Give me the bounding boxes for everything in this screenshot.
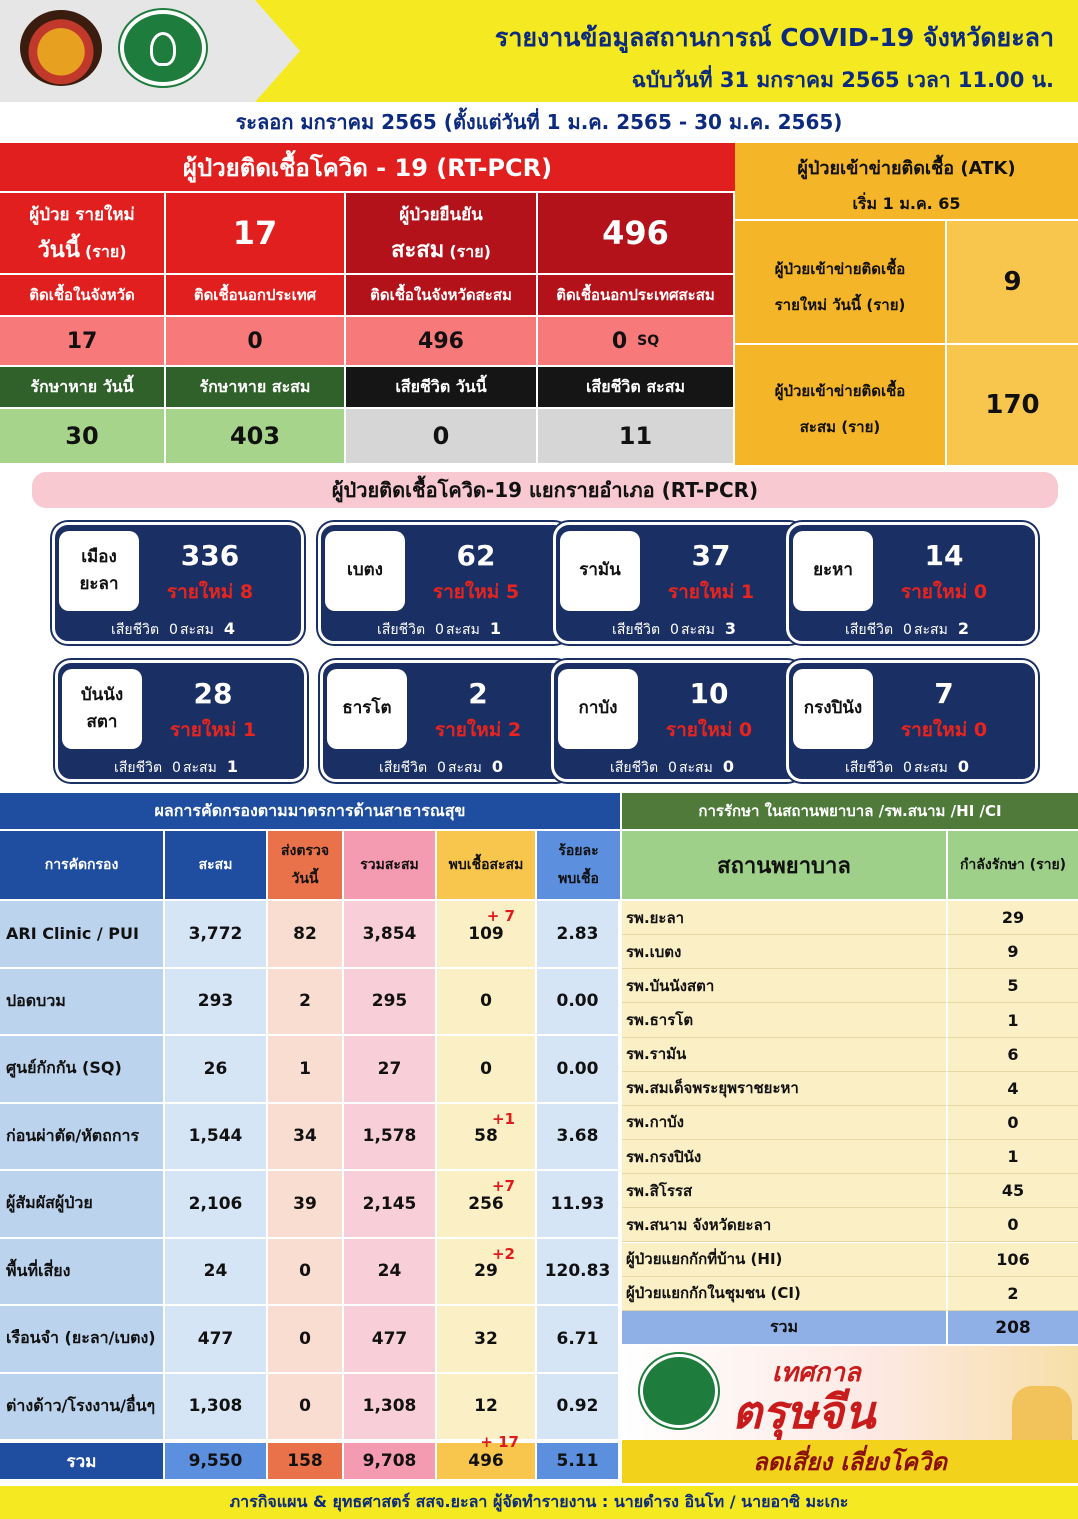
death-today: 0 — [437, 760, 446, 776]
screening-found-text: 29 — [474, 1261, 498, 1282]
screening-cum-text: 3,772 — [188, 923, 243, 944]
screening-found — [437, 1104, 537, 1172]
cum-label: สะสม — [447, 760, 482, 776]
screening-name-text: ก่อนผ่าตัด/หัตถการ — [6, 1125, 140, 1145]
screening-cum-text: 1,544 — [188, 1126, 243, 1147]
screening-found-increase: +1 — [491, 1109, 515, 1128]
district-deaths — [789, 619, 1035, 641]
district-new: รายใหม่ 0 — [900, 719, 988, 741]
hospital-value: 6 — [946, 1038, 1078, 1072]
hospital-value: 0 — [946, 1106, 1078, 1140]
screening-today — [268, 1239, 344, 1307]
province-seal-icon — [20, 10, 102, 86]
outcome-label: เสียชีวิต วันนี้ — [346, 367, 538, 409]
atk-heading: ผู้ป่วยเข้าข่ายติดเชื้อ (ATK) — [797, 158, 1016, 179]
district-name — [560, 531, 640, 611]
hospital-name: รพ.สมเด็จพระยุพราชยะหา — [622, 1072, 946, 1106]
screening-found — [437, 1239, 537, 1307]
death-cum: 4 — [223, 619, 235, 638]
screening-total-found-text: 496 — [468, 1451, 504, 1471]
screening-cum — [165, 1239, 268, 1307]
screening-found-increase: +2 — [491, 1244, 515, 1263]
footer: ภารกิจแผน & ยุทธศาสตร์ สสจ.ยะลา ผู้จัดทำรายงาน : นายดำรง อินโท / นายอาซิ มะเกะ — [0, 1486, 1078, 1519]
screening-cum-text: 26 — [203, 1058, 228, 1079]
district-total: 336 — [180, 539, 240, 572]
screening-today — [268, 1171, 344, 1239]
screening-col-total: รวมสะสม — [344, 831, 437, 899]
district-name-line1: เมือง — [81, 546, 117, 567]
screening-today-text: 82 — [293, 923, 317, 944]
hospital-name: รพ.กาบัง — [622, 1106, 946, 1140]
ministry-public-health-logo-icon — [120, 10, 206, 86]
screening-pct — [537, 901, 620, 969]
screening-total — [344, 969, 437, 1037]
district-total: 7 — [934, 677, 954, 710]
screening-col-pct — [537, 831, 620, 899]
screening-cum-text: 1,308 — [188, 1396, 243, 1417]
district-name-line1: เบตง — [347, 560, 383, 581]
screening-total-total — [344, 1443, 437, 1481]
screening-pct-text: 6.71 — [556, 1328, 599, 1349]
hospital-name: รพ.สนาม จังหวัดยะลา — [622, 1208, 946, 1242]
death-label: เสียชีวิต — [114, 760, 163, 776]
district-new: รายใหม่ 0 — [900, 581, 988, 603]
screening-cum — [165, 1036, 268, 1104]
screening-col-found: พบเชื้อสะสม — [437, 831, 537, 899]
district-deaths — [58, 757, 304, 779]
screening-pct-text: 3.68 — [556, 1126, 599, 1147]
screening-total-text: 477 — [371, 1328, 408, 1349]
confirmed-label-line2: สะสม — [391, 238, 445, 263]
district-name — [558, 669, 638, 749]
atk-heading-box — [735, 143, 1078, 221]
screening-today-text: 1 — [299, 1058, 311, 1079]
sub-value: 0 — [611, 328, 628, 354]
screening-cum — [165, 901, 268, 969]
screening-total — [344, 901, 437, 969]
atk-total-value: 170 — [947, 345, 1078, 465]
screening-found-text: 0 — [480, 1058, 492, 1079]
death-today: 0 — [903, 622, 912, 638]
hospital-name: รพ.สิโรรส — [622, 1174, 946, 1208]
death-cum: 3 — [724, 619, 736, 638]
outcome-value: 11 — [538, 409, 735, 465]
screening-today-text: 0 — [299, 1396, 311, 1417]
district-name — [327, 669, 407, 749]
district-name-line1: บันนัง — [80, 684, 124, 705]
district-total: 28 — [193, 677, 233, 710]
screening-found — [437, 1171, 537, 1239]
screening-total-pct-text: 5.11 — [556, 1451, 599, 1471]
district-total: 2 — [468, 677, 488, 710]
district-name-line1: ธารโต — [342, 698, 392, 719]
screening-name — [0, 1104, 165, 1172]
screening-total-cum — [165, 1443, 268, 1481]
sub-label: ติดเชื้อนอกประเทศสะสม — [538, 275, 735, 317]
hospital-name: รพ.รามัน — [622, 1038, 946, 1072]
hospital-total-value: 208 — [946, 1311, 1078, 1344]
new-today-label — [0, 193, 166, 275]
screening-total — [344, 1171, 437, 1239]
atk-new-label-line1: ผู้ป่วยเข้าข่ายติดเชื้อ — [774, 260, 906, 278]
banner-line1: เทศกาล — [772, 1358, 861, 1388]
district-name-line1: กาบัง — [578, 698, 618, 719]
screening-name-text: ARI Clinic / PUI — [6, 924, 139, 944]
hospital-name: ผู้ป่วยแยกกักที่บ้าน (HI) — [622, 1243, 946, 1277]
district-total: 37 — [691, 539, 731, 572]
screening-name-text: เรือนจำ (ยะลา/เบตง) — [6, 1328, 156, 1348]
screening-today — [268, 901, 344, 969]
unit-label: (ราย) — [449, 242, 491, 261]
sub-value: 0 — [166, 317, 346, 367]
district-new: รายใหม่ 1 — [667, 581, 755, 603]
screening-cum — [165, 1104, 268, 1172]
confirmed-label-line1: ผู้ป่วยยืนยัน — [399, 205, 483, 225]
outcome-label: รักษาหาย สะสม — [166, 367, 346, 409]
hospital-value: 106 — [946, 1243, 1078, 1277]
screening-total-name-text: รวม — [66, 1451, 97, 1472]
screening-total-text: 1,578 — [362, 1126, 417, 1147]
cum-label: สะสม — [913, 622, 948, 638]
confirmed-total-value: 496 — [538, 193, 735, 275]
screening-pct-text: 0.00 — [556, 991, 599, 1012]
hospital-name: รพ.ธารโต — [622, 1003, 946, 1037]
district-name — [793, 669, 873, 749]
screening-pct-text: 0.92 — [556, 1396, 599, 1417]
new-today-label-line2: วันนี้ — [37, 238, 80, 263]
screening-pct-text: 120.83 — [544, 1261, 611, 1282]
screening-cum — [165, 1306, 268, 1374]
screening-today-text: 2 — [299, 991, 311, 1012]
hospital-value: 29 — [946, 901, 1078, 935]
screening-total-text: 2,145 — [362, 1193, 417, 1214]
screening-total-text: 24 — [377, 1261, 402, 1282]
district-new: รายใหม่ 2 — [434, 719, 522, 741]
screening-total-today — [268, 1443, 344, 1481]
screening-col-today — [268, 831, 344, 899]
screening-col-cum: สะสม — [165, 831, 268, 899]
screening-pct-text: 0.00 — [556, 1058, 599, 1079]
hospital-name: รพ.บันนังสตา — [622, 969, 946, 1003]
district-card — [786, 522, 1038, 644]
screening-total-name — [0, 1443, 165, 1481]
hospital-heading: การรักษา ในสถานพยาบาล /รพ.สนาม /HI /CI — [622, 793, 1078, 829]
screening-total-cum-text: 9,550 — [188, 1451, 243, 1471]
death-today: 0 — [435, 622, 444, 638]
death-label: เสียชีวิต — [612, 622, 661, 638]
death-cum: 0 — [722, 757, 734, 776]
screening-today — [268, 1036, 344, 1104]
atk-total-label-line1: ผู้ป่วยเข้าข่ายติดเชื้อ — [774, 382, 906, 400]
screening-name — [0, 969, 165, 1037]
district-total: 10 — [689, 677, 729, 710]
sub-value: 17 — [0, 317, 166, 367]
sq-label: SQ — [637, 333, 660, 349]
district-new: รายใหม่ 1 — [169, 719, 257, 741]
hospital-value: 4 — [946, 1072, 1078, 1106]
screening-name — [0, 1171, 165, 1239]
screening-total-text: 1,308 — [362, 1396, 417, 1417]
screening-found — [437, 1374, 537, 1442]
cum-label: สะสม — [182, 760, 217, 776]
screening-pct — [537, 1374, 620, 1442]
screening-name — [0, 901, 165, 969]
screening-name-text: ต่างด้าว/โรงงาน/อื่นๆ — [6, 1395, 156, 1415]
hospital-value: 45 — [946, 1174, 1078, 1208]
hospital-value: 2 — [946, 1277, 1078, 1311]
screening-col-name: การคัดกรอง — [0, 831, 165, 899]
district-name-line1: รามัน — [579, 560, 621, 581]
screening-cum — [165, 1171, 268, 1239]
death-today: 0 — [903, 760, 912, 776]
outcome-value: 30 — [0, 409, 166, 465]
screening-col-today-line2: วันนี้ — [291, 871, 319, 887]
death-label: เสียชีวิต — [379, 760, 428, 776]
atk-total-label — [735, 345, 947, 465]
cum-label: สะสม — [179, 622, 214, 638]
moph-logo-icon — [640, 1354, 718, 1428]
screening-total — [344, 1374, 437, 1442]
district-name — [325, 531, 405, 611]
confirmed-label — [346, 193, 538, 275]
district-card — [55, 660, 307, 782]
screening-pct-text: 2.83 — [556, 923, 599, 944]
screening-total-text: 27 — [377, 1058, 402, 1079]
district-name-line1: ยะหา — [813, 560, 853, 581]
screening-today — [268, 1374, 344, 1442]
screening-name — [0, 1036, 165, 1104]
death-label: เสียชีวิต — [377, 622, 426, 638]
screening-found-text: 12 — [474, 1396, 498, 1417]
death-label: เสียชีวิต — [845, 760, 894, 776]
screening-today — [268, 1104, 344, 1172]
screening-total-today-text: 158 — [287, 1451, 323, 1471]
hospital-name: ผู้ป่วยแยกกักในชุมชน (CI) — [622, 1277, 946, 1311]
screening-cum-text: 24 — [203, 1261, 228, 1282]
sub-label: ติดเชื้อในจังหวัดสะสม — [346, 275, 538, 317]
district-deaths — [556, 619, 802, 641]
screening-total — [344, 1306, 437, 1374]
screening-found — [437, 901, 537, 969]
death-cum: 1 — [489, 619, 501, 638]
district-deaths — [789, 757, 1035, 779]
hospital-value: 5 — [946, 969, 1078, 1003]
district-deaths — [554, 757, 800, 779]
death-label: เสียชีวิต — [845, 622, 894, 638]
hospital-name: รพ.ยะลา — [622, 901, 946, 935]
death-cum: 0 — [491, 757, 503, 776]
screening-today-text: 39 — [293, 1193, 317, 1214]
unit-label: (ราย) — [84, 242, 127, 261]
death-cum: 2 — [957, 619, 969, 638]
death-cum: 0 — [957, 757, 969, 776]
cum-label: สะสม — [680, 622, 715, 638]
screening-total — [344, 1036, 437, 1104]
hospital-total-label: รวม — [622, 1311, 946, 1344]
district-card — [551, 660, 803, 782]
sub-value: 496 — [346, 317, 538, 367]
sub-label: ติดเชื้อนอกประเทศ — [166, 275, 346, 317]
screening-pct — [537, 1171, 620, 1239]
screening-today — [268, 969, 344, 1037]
screening-found — [437, 1306, 537, 1374]
screening-col-pct-line1: ร้อยละ — [558, 843, 599, 859]
district-name-line1: กรงปินัง — [803, 698, 863, 719]
banner-line2: ตรุษจีน — [732, 1385, 876, 1439]
rtpcr-heading: ผู้ป่วยติดเชื้อโควิด - 19 (RT-PCR) — [0, 143, 735, 193]
outcome-label: รักษาหาย วันนี้ — [0, 367, 166, 409]
sub-label: ติดเชื้อในจังหวัด — [0, 275, 166, 317]
screening-total-pct — [537, 1443, 620, 1481]
district-name-line2: สตา — [86, 712, 118, 732]
screening-found — [437, 1036, 537, 1104]
district-new: รายใหม่ 5 — [432, 581, 520, 603]
hospital-value: 1 — [946, 1140, 1078, 1174]
atk-new-label-line2: รายใหม่ วันนี้ (ราย) — [774, 296, 906, 314]
district-name-line2: ยะลา — [79, 574, 119, 594]
hospital-value: 0 — [946, 1208, 1078, 1242]
atk-new-label — [735, 221, 947, 345]
screening-cum-text: 293 — [197, 991, 234, 1012]
report-period: ระลอก มกราคม 2565 (ตั้งแต่วันที่ 1 ม.ค. 2565 - 30 ม.ค. 2565) — [235, 110, 843, 134]
screening-today-text: 34 — [293, 1126, 317, 1147]
screening-pct-text: 11.93 — [550, 1193, 605, 1214]
death-today: 0 — [172, 760, 181, 776]
screening-name-text: พื้นที่เสี่ยง — [6, 1260, 71, 1280]
atk-total-label-line2: สะสม (ราย) — [799, 418, 881, 436]
screening-today-text: 0 — [299, 1328, 311, 1349]
hospital-col-name: สถานพยาบาล — [622, 831, 946, 899]
screening-today — [268, 1306, 344, 1374]
screening-name — [0, 1239, 165, 1307]
new-today-value: 17 — [166, 193, 346, 275]
screening-pct — [537, 1239, 620, 1307]
cum-label: สะสม — [445, 622, 480, 638]
district-card — [318, 522, 570, 644]
screening-name-text: ศูนย์กักกัน (SQ) — [6, 1058, 122, 1078]
screening-name — [0, 1306, 165, 1374]
screening-pct — [537, 1036, 620, 1104]
screening-today-text: 0 — [299, 1261, 311, 1282]
cum-label: สะสม — [913, 760, 948, 776]
district-new: รายใหม่ 8 — [166, 581, 254, 603]
district-deaths — [323, 757, 569, 779]
hospital-value: 1 — [946, 1003, 1078, 1037]
outcome-label: เสียชีวิต สะสม — [538, 367, 735, 409]
district-card — [52, 522, 304, 644]
death-today: 0 — [169, 622, 178, 638]
banner-line3: ลดเสี่ยง เลี่ยงโควิด — [622, 1440, 1078, 1483]
atk-new-value: 9 — [947, 221, 1078, 345]
outcome-value: 0 — [346, 409, 538, 465]
district-card — [786, 660, 1038, 782]
screening-total-total-text: 9,708 — [362, 1451, 417, 1471]
screening-total-text: 295 — [371, 991, 408, 1012]
screening-cum-text: 477 — [197, 1328, 234, 1349]
district-deaths — [321, 619, 567, 641]
screening-name-text: ผู้สัมผัสผู้ป่วย — [6, 1193, 93, 1213]
death-label: เสียชีวิต — [111, 622, 160, 638]
screening-pct — [537, 969, 620, 1037]
atk-start: เริ่ม 1 ม.ค. 65 — [852, 194, 961, 213]
district-card — [320, 660, 572, 782]
hospital-name: รพ.กรงปินัง — [622, 1140, 946, 1174]
hospital-value: 9 — [946, 935, 1078, 969]
screening-found-text: 32 — [474, 1328, 498, 1349]
district-name — [59, 531, 139, 611]
cum-label: สะสม — [678, 760, 713, 776]
screening-col-pct-line2: พบเชื้อ — [558, 871, 599, 887]
screening-found-text: 58 — [474, 1126, 498, 1147]
report-date: ฉบับวันที่ 31 มกราคม 2565 เวลา 11.00 น. — [631, 68, 1054, 92]
district-card — [553, 522, 805, 644]
screening-found-increase: +7 — [491, 1177, 515, 1195]
district-deaths — [55, 619, 301, 641]
screening-pct — [537, 1104, 620, 1172]
outcome-value: 403 — [166, 409, 346, 465]
sub-value-abroad — [538, 317, 735, 367]
death-today: 0 — [670, 622, 679, 638]
district-total: 14 — [924, 539, 964, 572]
chinese-new-year-banner — [622, 1346, 1078, 1483]
screening-found — [437, 969, 537, 1037]
district-total: 62 — [456, 539, 496, 572]
screening-found-increase: + 7 — [486, 907, 515, 925]
screening-total-found — [437, 1433, 537, 1481]
districts-heading: ผู้ป่วยติดเชื้อโควิด-19 แยกรายอำเภอ (RT-PCR) — [32, 472, 1058, 508]
screening-name — [0, 1374, 165, 1442]
screening-name-text: ปอดบวม — [6, 990, 66, 1010]
screening-cum — [165, 1374, 268, 1442]
screening-col-today-line1: ส่งตรวจ — [280, 843, 330, 859]
screening-total-text: 3,854 — [362, 923, 417, 944]
district-name — [62, 669, 142, 749]
report-title: รายงานข้อมูลสถานการณ์ COVID-19 จังหวัดยะลา — [494, 23, 1054, 52]
screening-total — [344, 1239, 437, 1307]
hospital-name: รพ.เบตง — [622, 935, 946, 969]
death-label: เสียชีวิต — [610, 760, 659, 776]
screening-found-text: 256 — [468, 1193, 504, 1214]
screening-total-increase: + 17 — [480, 1433, 519, 1451]
district-new: รายใหม่ 0 — [665, 719, 753, 741]
new-today-label-line1: ผู้ป่วย รายใหม่ — [29, 205, 135, 225]
screening-cum — [165, 969, 268, 1037]
hospital-col-value: กำลังรักษา (ราย) — [946, 831, 1078, 899]
screening-total — [344, 1104, 437, 1172]
death-today: 0 — [668, 760, 677, 776]
screening-heading: ผลการคัดกรองตามมาตรการด้านสาธารณสุข — [0, 793, 620, 829]
screening-pct — [537, 1306, 620, 1374]
district-name — [793, 531, 873, 611]
screening-found-text: 0 — [480, 991, 492, 1012]
death-cum: 1 — [226, 757, 238, 776]
screening-cum-text: 2,106 — [188, 1193, 243, 1214]
screening-found-text: 109 — [468, 923, 504, 944]
